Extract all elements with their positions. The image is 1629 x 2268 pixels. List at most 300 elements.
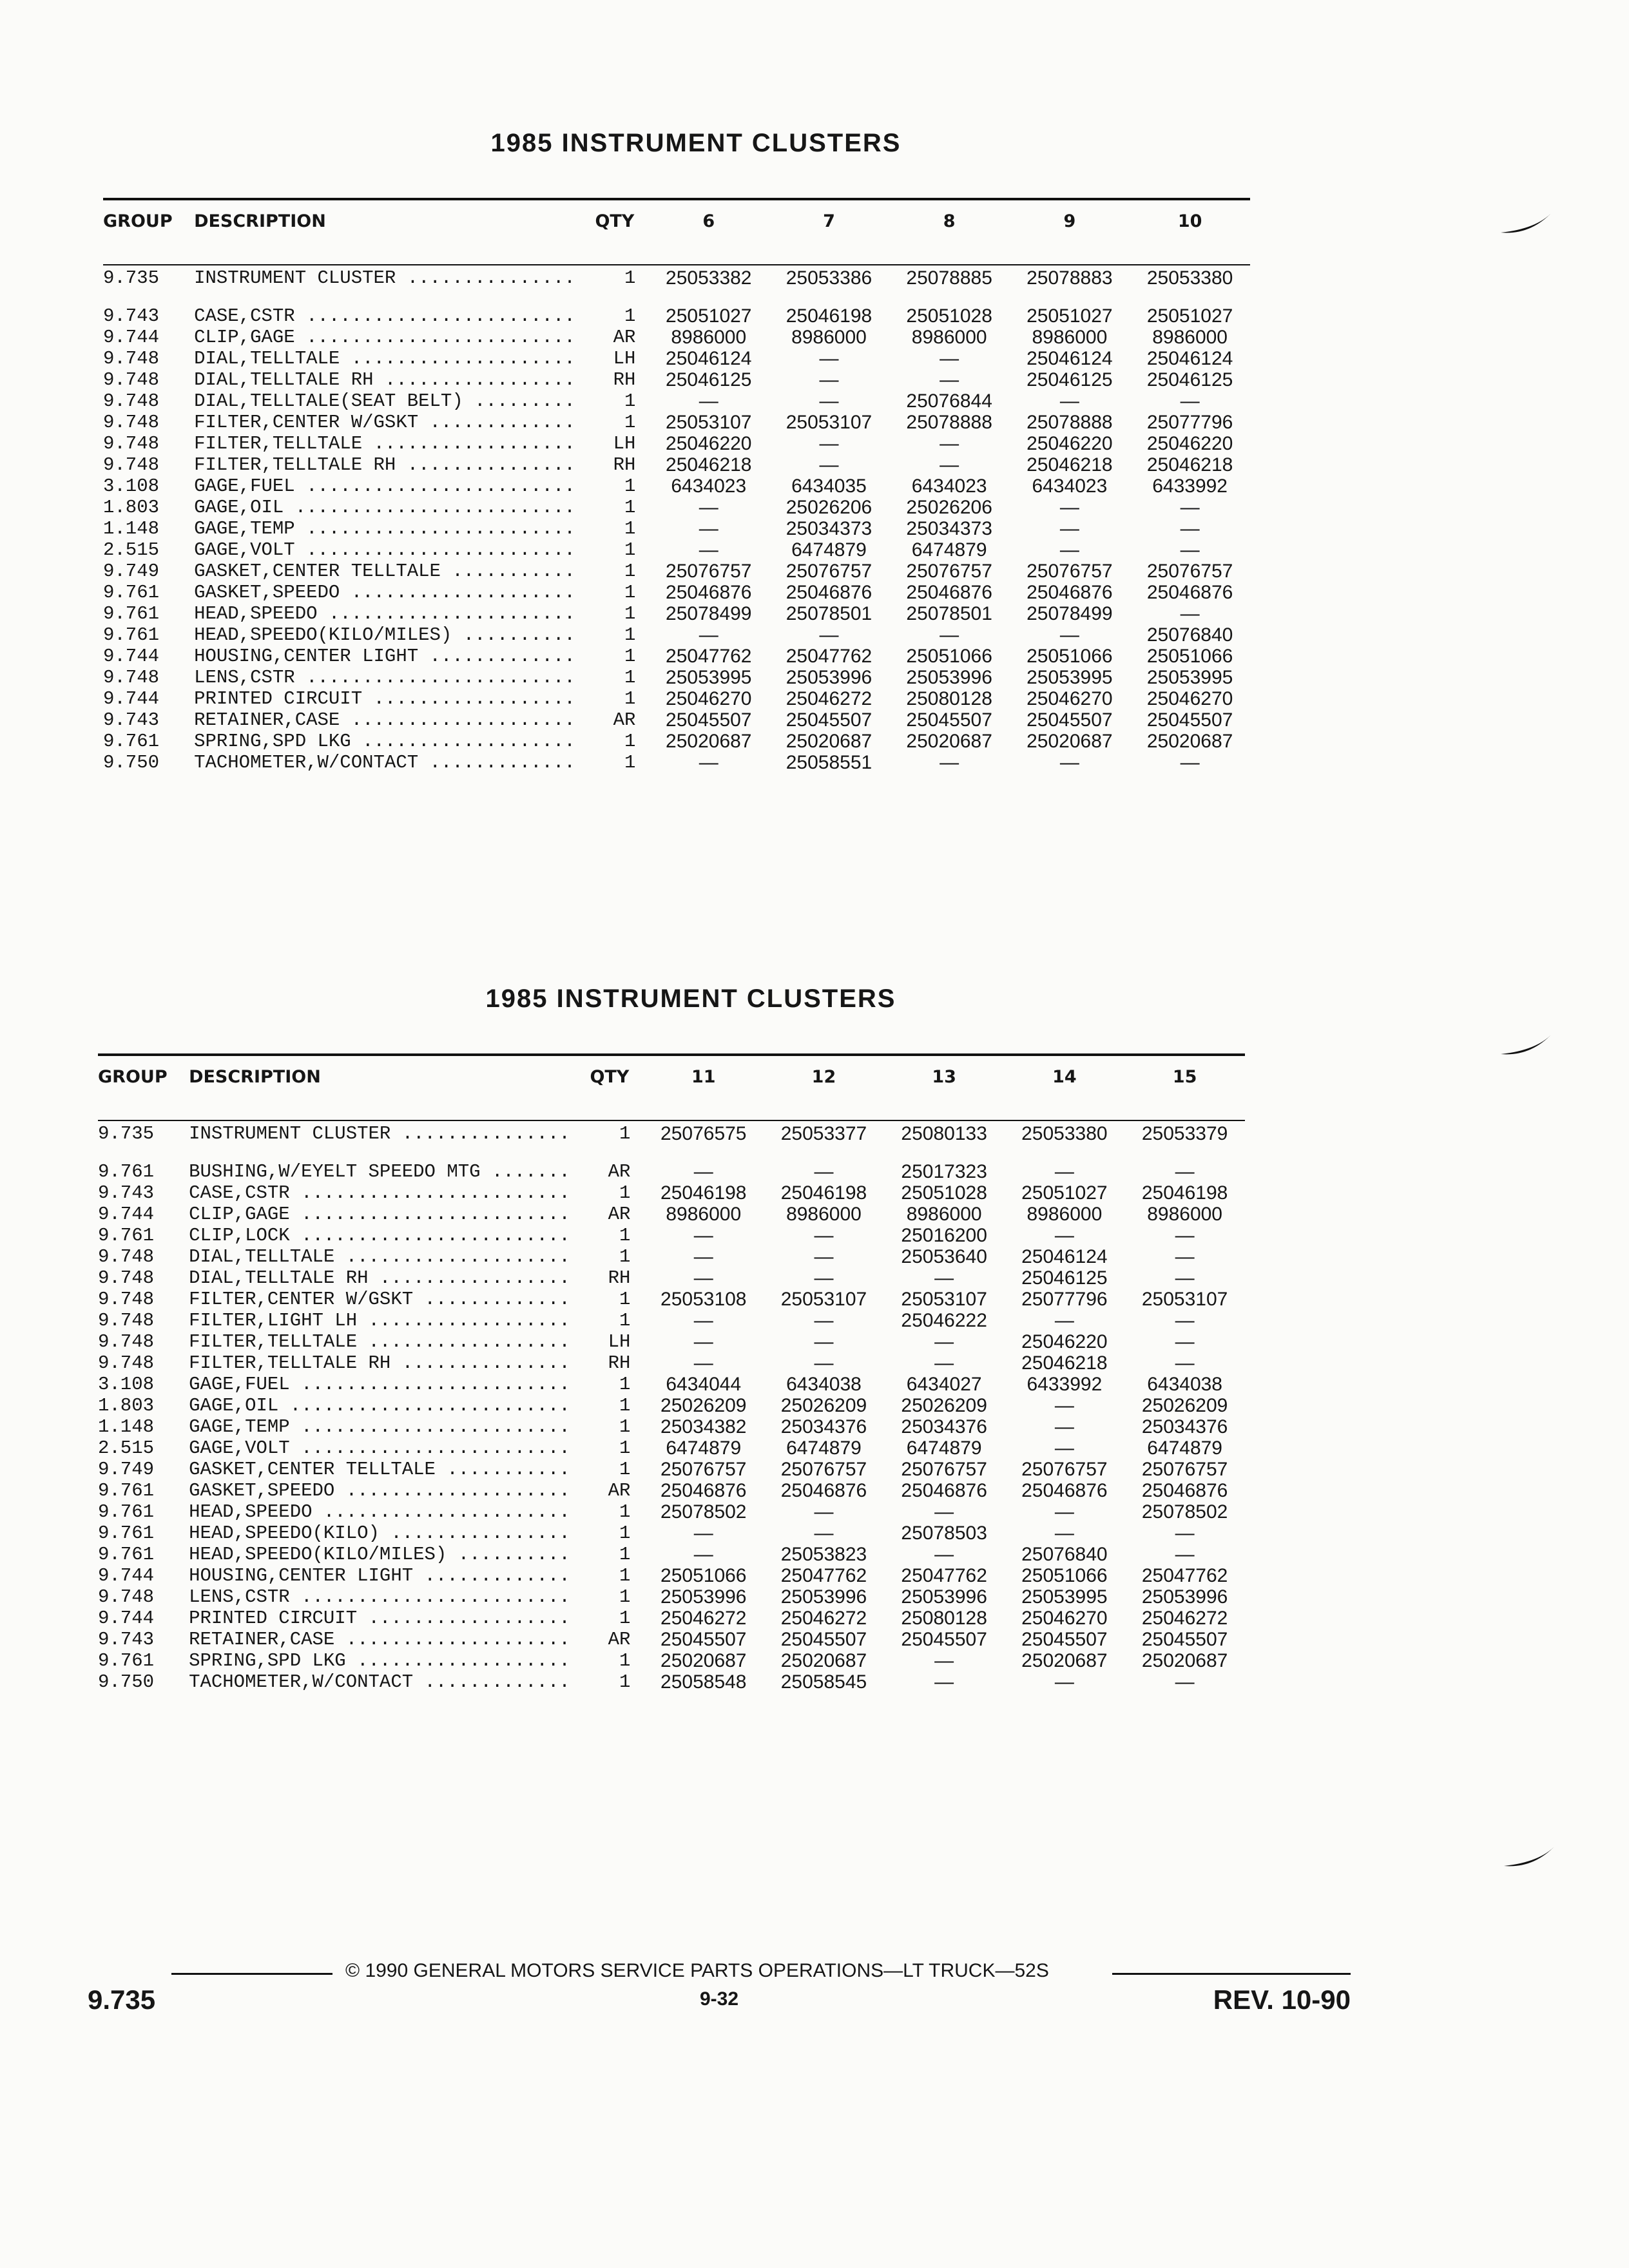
group-cell: 9.748 <box>103 390 160 412</box>
description-cell: HOUSING,CENTER LIGHT ............. <box>194 646 575 667</box>
qty-cell: 1 <box>619 1523 631 1544</box>
part-number-cell: — <box>1059 497 1079 518</box>
table-row <box>103 369 1250 390</box>
part-number-cell: 25017323 <box>901 1161 987 1182</box>
qty-cell: AR <box>613 709 636 731</box>
part-number-cell: — <box>1059 752 1079 773</box>
part-number-cell: 25053380 <box>1021 1123 1108 1144</box>
qty-cell: 1 <box>619 1565 631 1586</box>
table-row <box>103 646 1250 667</box>
qty-cell: 1 <box>624 305 636 327</box>
description-cell: CLIP,GAGE ........................ <box>189 1204 570 1225</box>
group-cell: 3.108 <box>103 476 160 497</box>
group-cell: 9.750 <box>98 1671 155 1693</box>
parts-table-section-2 <box>98 985 1245 1693</box>
qty-cell: 1 <box>619 1310 631 1331</box>
part-number-cell: 25076844 <box>906 390 992 412</box>
table-row <box>103 497 1250 518</box>
part-number-cell: 6474879 <box>1147 1437 1222 1459</box>
part-number-cell: 25046124 <box>1146 348 1233 369</box>
part-number-cell: 25053382 <box>666 267 752 289</box>
qty-cell: 1 <box>619 1123 631 1144</box>
qty-cell: 1 <box>619 1459 631 1480</box>
part-number-cell: 6474879 <box>791 539 867 561</box>
part-number-cell: — <box>1059 518 1079 539</box>
group-cell: 9.735 <box>103 267 160 289</box>
description-cell: DIAL,TELLTALE .................... <box>194 348 575 369</box>
qty-cell: 1 <box>624 539 636 561</box>
description-cell: HEAD,SPEEDO ...................... <box>194 603 575 624</box>
part-number-cell: — <box>940 624 959 646</box>
part-number-cell: 25078501 <box>786 603 872 624</box>
part-number-cell: — <box>1054 1416 1074 1437</box>
group-cell: 9.735 <box>98 1123 155 1144</box>
table-row <box>98 1544 1245 1565</box>
part-number-cell: 25051066 <box>1027 646 1113 667</box>
description-cell: RETAINER,CASE .................... <box>189 1629 570 1650</box>
part-number-cell: 25046124 <box>1021 1246 1108 1267</box>
column-header: 13 <box>932 1066 956 1087</box>
part-number-cell: 25046198 <box>780 1182 867 1204</box>
part-number-cell: 25046876 <box>1146 582 1233 603</box>
description-cell: PRINTED CIRCUIT .................. <box>189 1608 570 1629</box>
description-cell: TACHOMETER,W/CONTACT ............. <box>189 1671 570 1693</box>
qty-cell: 1 <box>624 582 636 603</box>
description-cell: PRINTED CIRCUIT .................. <box>194 688 575 709</box>
part-number-cell: — <box>934 1544 954 1565</box>
part-number-cell: — <box>814 1331 834 1352</box>
part-number-cell: 25046272 <box>1141 1608 1228 1629</box>
header-row <box>98 1056 1245 1095</box>
description-cell: GAGE,OIL ......................... <box>189 1395 570 1416</box>
qty-cell: 1 <box>619 1374 631 1395</box>
description-cell: SPRING,SPD LKG ................... <box>194 731 575 752</box>
part-number-cell: 25051066 <box>1146 646 1233 667</box>
part-number-cell: 25034373 <box>786 518 872 539</box>
description-cell: FILTER,CENTER W/GSKT ............. <box>194 412 575 433</box>
group-cell: 9.761 <box>103 582 160 603</box>
table-row <box>98 1586 1245 1608</box>
part-number-cell: 25016200 <box>901 1225 987 1246</box>
part-number-cell: 25046198 <box>1141 1182 1228 1204</box>
part-number-cell: — <box>693 1523 713 1544</box>
part-number-cell: — <box>1054 1523 1074 1544</box>
group-cell: 9.744 <box>98 1204 155 1225</box>
part-number-cell: 25026206 <box>906 497 992 518</box>
description-cell: DIAL,TELLTALE .................... <box>189 1246 570 1267</box>
qty-cell: 1 <box>624 518 636 539</box>
qty-cell: LH <box>608 1331 631 1352</box>
part-number-cell: 25053996 <box>786 667 872 688</box>
table-row <box>98 1204 1245 1225</box>
group-cell: 9.761 <box>98 1225 155 1246</box>
part-number-cell: 6434038 <box>1147 1374 1222 1395</box>
part-number-cell: 25047762 <box>1141 1565 1228 1586</box>
part-number-cell: 25076757 <box>901 1459 987 1480</box>
group-cell: 9.761 <box>98 1650 155 1671</box>
part-number-cell: 25078503 <box>901 1523 987 1544</box>
part-number-cell: 25045507 <box>786 709 872 731</box>
description-cell: LENS,CSTR ........................ <box>194 667 575 688</box>
revision-label: REV. 10-90 <box>1213 1984 1351 2015</box>
part-number-cell: — <box>1180 752 1200 773</box>
table-row <box>98 1480 1245 1501</box>
part-number-cell: 25053108 <box>660 1289 747 1310</box>
part-number-cell: 25026209 <box>780 1395 867 1416</box>
table-row <box>103 412 1250 433</box>
part-number-cell: 8986000 <box>1032 327 1108 348</box>
qty-cell: 1 <box>624 476 636 497</box>
part-number-cell: — <box>814 1523 834 1544</box>
part-number-cell: 6434023 <box>671 476 747 497</box>
group-cell: 9.761 <box>98 1480 155 1501</box>
part-number-cell: 25034376 <box>1141 1416 1228 1437</box>
group-cell: 9.744 <box>103 688 160 709</box>
part-number-cell: 25078888 <box>1027 412 1113 433</box>
column-header: 9 <box>1063 211 1076 231</box>
part-number-cell: 25046876 <box>660 1480 747 1501</box>
table-row <box>103 709 1250 731</box>
group-cell: 9.748 <box>103 412 160 433</box>
group-cell: 9.743 <box>103 709 160 731</box>
part-number-cell: 25020687 <box>780 1650 867 1671</box>
part-number-cell: 25026209 <box>1141 1395 1228 1416</box>
part-number-cell: 25078502 <box>1141 1501 1228 1523</box>
part-number-cell: 25080128 <box>901 1608 987 1629</box>
part-number-cell: 25020687 <box>660 1650 747 1671</box>
part-number-cell: 25046220 <box>1027 433 1113 454</box>
part-number-cell: 25046272 <box>786 688 872 709</box>
group-cell: 9.743 <box>103 305 160 327</box>
group-cell: 9.743 <box>98 1182 155 1204</box>
part-number-cell: — <box>693 1310 713 1331</box>
part-number-cell: — <box>819 369 839 390</box>
part-number-cell: — <box>1059 539 1079 561</box>
part-number-cell: 25046270 <box>1021 1608 1108 1629</box>
qty-cell: 1 <box>624 667 636 688</box>
group-cell: 9.749 <box>98 1459 155 1480</box>
part-number-cell: 25051066 <box>906 646 992 667</box>
part-number-cell: 25076757 <box>786 561 872 582</box>
part-number-cell: 6474879 <box>906 1437 982 1459</box>
part-number-cell: 25034376 <box>901 1416 987 1437</box>
part-number-cell: 25051027 <box>1027 305 1113 327</box>
table-row <box>103 603 1250 624</box>
part-number-cell: 25053995 <box>666 667 752 688</box>
group-cell: 9.744 <box>98 1608 155 1629</box>
part-number-cell: — <box>814 1246 834 1267</box>
part-number-cell: 25053995 <box>1027 667 1113 688</box>
part-number-cell: 25053107 <box>786 412 872 433</box>
table-row <box>98 1671 1245 1693</box>
qty-cell: 1 <box>624 267 636 289</box>
part-number-cell: 25026209 <box>660 1395 747 1416</box>
qty-cell: 1 <box>619 1246 631 1267</box>
description-cell: INSTRUMENT CLUSTER ............... <box>194 267 575 289</box>
part-number-cell: 25076840 <box>1146 624 1233 646</box>
table-row <box>98 1225 1245 1246</box>
description-cell: FILTER,TELLTALE RH ............... <box>194 454 575 476</box>
table-row <box>98 1161 1245 1182</box>
part-number-cell: 25076757 <box>1021 1459 1108 1480</box>
qty-cell: 1 <box>619 1671 631 1693</box>
part-number-cell: 25051027 <box>666 305 752 327</box>
header-row <box>103 200 1250 239</box>
part-number-cell: 6434027 <box>906 1374 982 1395</box>
part-number-cell: — <box>1180 539 1200 561</box>
table-row <box>103 688 1250 709</box>
qty-cell: 1 <box>624 752 636 773</box>
part-number-cell: — <box>940 369 959 390</box>
part-number-cell: 8986000 <box>1147 1204 1222 1225</box>
part-number-cell: 25053996 <box>1141 1586 1228 1608</box>
part-number-cell: 25046125 <box>666 369 752 390</box>
part-number-cell: — <box>1175 1671 1195 1693</box>
description-cell: DIAL,TELLTALE RH ................. <box>189 1267 570 1289</box>
description-cell: INSTRUMENT CLUSTER ............... <box>189 1123 570 1144</box>
table-row <box>103 731 1250 752</box>
qty-cell: 1 <box>624 688 636 709</box>
part-number-cell: — <box>1175 1352 1195 1374</box>
part-number-cell: 25058548 <box>660 1671 747 1693</box>
part-number-cell: 6434035 <box>791 476 867 497</box>
part-number-cell: 25051027 <box>1146 305 1233 327</box>
group-cell: 9.744 <box>103 327 160 348</box>
part-number-cell: 6434044 <box>666 1374 742 1395</box>
description-cell: GAGE,TEMP ........................ <box>189 1416 570 1437</box>
part-number-cell: 25053996 <box>660 1586 747 1608</box>
qty-cell: 1 <box>624 731 636 752</box>
qty-cell: 1 <box>624 646 636 667</box>
qty-cell: RH <box>608 1352 631 1374</box>
part-number-cell: 25080128 <box>906 688 992 709</box>
group-cell: 9.748 <box>98 1289 155 1310</box>
qty-cell: AR <box>608 1204 631 1225</box>
part-number-cell: — <box>1054 1225 1074 1246</box>
table-row <box>98 1650 1245 1671</box>
part-number-cell: 25046218 <box>1146 454 1233 476</box>
table-row <box>98 1289 1245 1310</box>
part-number-cell: 25053823 <box>780 1544 867 1565</box>
description-cell: DIAL,TELLTALE RH ................. <box>194 369 575 390</box>
part-number-cell: 25046222 <box>901 1310 987 1331</box>
qty-cell: RH <box>608 1267 631 1289</box>
group-cell: 9.744 <box>98 1565 155 1586</box>
part-number-cell: — <box>819 454 839 476</box>
part-number-cell: 25053107 <box>666 412 752 433</box>
group-cell: 9.748 <box>98 1352 155 1374</box>
part-number-cell: 25076757 <box>666 561 752 582</box>
part-number-cell: 25046272 <box>780 1608 867 1629</box>
parts-table-section-1 <box>103 129 1250 773</box>
group-cell: 9.743 <box>98 1629 155 1650</box>
part-number-cell: 8986000 <box>1152 327 1228 348</box>
description-cell: CLIP,GAGE ........................ <box>194 327 575 348</box>
description-header: DESCRIPTION <box>194 211 326 231</box>
part-number-cell: — <box>1175 1523 1195 1544</box>
description-cell: HOUSING,CENTER LIGHT ............. <box>189 1565 570 1586</box>
part-number-cell: — <box>934 1331 954 1352</box>
part-number-cell: 25046125 <box>1027 369 1113 390</box>
table-row <box>103 539 1250 561</box>
group-cell: 2.515 <box>103 539 160 561</box>
description-header: DESCRIPTION <box>189 1066 321 1087</box>
part-number-cell: 25046876 <box>1141 1480 1228 1501</box>
part-number-cell: 25046876 <box>780 1480 867 1501</box>
part-number-cell: — <box>814 1501 834 1523</box>
part-number-cell: — <box>819 624 839 646</box>
part-number-cell: 25080133 <box>901 1123 987 1144</box>
table-row <box>98 1608 1245 1629</box>
part-number-cell: 25046876 <box>906 582 992 603</box>
part-number-cell: 25020687 <box>1027 731 1113 752</box>
description-cell: GAGE,TEMP ........................ <box>194 518 575 539</box>
part-number-cell: — <box>1054 1501 1074 1523</box>
part-number-cell: 25046876 <box>901 1480 987 1501</box>
parts-table-body <box>103 239 1250 773</box>
part-number-cell: — <box>1175 1161 1195 1182</box>
part-number-cell: 25020687 <box>1146 731 1233 752</box>
part-number-cell: 25046876 <box>1021 1480 1108 1501</box>
description-cell: RETAINER,CASE .................... <box>194 709 575 731</box>
part-number-cell: 25078883 <box>1027 267 1113 289</box>
qty-cell: 1 <box>619 1395 631 1416</box>
qty-cell: RH <box>613 454 636 476</box>
group-cell: 9.761 <box>98 1161 155 1182</box>
section-title: 1985 INSTRUMENT CLUSTERS <box>490 129 901 157</box>
part-number-cell: 6434023 <box>1032 476 1108 497</box>
part-number-cell: 6474879 <box>911 539 987 561</box>
column-header: 8 <box>943 211 956 231</box>
part-number-cell: — <box>1175 1246 1195 1267</box>
part-number-cell: — <box>940 348 959 369</box>
part-number-cell: 25051028 <box>901 1182 987 1204</box>
group-cell: 9.748 <box>98 1310 155 1331</box>
parts-table-body <box>98 1095 1245 1693</box>
part-number-cell: — <box>1175 1544 1195 1565</box>
part-number-cell: 25076575 <box>660 1123 747 1144</box>
column-header: 15 <box>1172 1066 1197 1087</box>
part-number-cell: — <box>814 1310 834 1331</box>
part-number-cell: 25078499 <box>1027 603 1113 624</box>
part-number-cell: — <box>1059 390 1079 412</box>
table-row <box>103 582 1250 603</box>
group-cell: 9.744 <box>103 646 160 667</box>
group-cell: 9.761 <box>98 1523 155 1544</box>
part-number-cell: — <box>699 624 718 646</box>
part-number-cell: — <box>934 1501 954 1523</box>
part-number-cell: 25047762 <box>786 646 872 667</box>
part-number-cell: — <box>819 433 839 454</box>
column-header: 7 <box>823 211 835 231</box>
part-number-cell: — <box>814 1161 834 1182</box>
description-cell: HEAD,SPEEDO(KILO) ................ <box>189 1523 570 1544</box>
part-number-cell: — <box>1175 1331 1195 1352</box>
page-number: 9-32 <box>700 1988 739 2010</box>
part-number-cell: 6434038 <box>786 1374 862 1395</box>
part-number-cell: 25046125 <box>1146 369 1233 390</box>
part-number-cell: 25053995 <box>1146 667 1233 688</box>
qty-cell: 1 <box>624 497 636 518</box>
page-footer <box>88 1960 1351 2018</box>
table-row <box>98 1267 1245 1289</box>
part-number-cell: 25046876 <box>666 582 752 603</box>
qty-header: QTY <box>595 211 635 231</box>
part-number-cell: 25076757 <box>660 1459 747 1480</box>
part-number-cell: — <box>699 390 718 412</box>
part-number-cell: 25053107 <box>780 1289 867 1310</box>
part-number-cell: 6433992 <box>1152 476 1228 497</box>
group-number: 9.735 <box>88 1984 156 2015</box>
qty-cell: 1 <box>619 1501 631 1523</box>
part-number-cell: — <box>934 1352 954 1374</box>
qty-cell: 1 <box>619 1182 631 1204</box>
group-cell: 9.761 <box>103 624 160 646</box>
part-number-cell: 8986000 <box>1027 1204 1103 1225</box>
table-row <box>98 1395 1245 1416</box>
part-number-cell: — <box>699 518 718 539</box>
part-number-cell: 25047762 <box>666 646 752 667</box>
part-number-cell: — <box>1175 1225 1195 1246</box>
part-number-cell: — <box>1180 497 1200 518</box>
part-number-cell: 25045507 <box>1141 1629 1228 1650</box>
description-cell: SPRING,SPD LKG ................... <box>189 1650 570 1671</box>
qty-cell: AR <box>613 327 636 348</box>
group-cell: 9.761 <box>98 1501 155 1523</box>
table-row <box>98 1416 1245 1437</box>
part-number-cell: 25051066 <box>660 1565 747 1586</box>
qty-cell: 1 <box>619 1544 631 1565</box>
section-title: 1985 INSTRUMENT CLUSTERS <box>485 985 896 1013</box>
qty-cell: AR <box>608 1629 631 1650</box>
part-number-cell: — <box>814 1225 834 1246</box>
table-row <box>98 1437 1245 1459</box>
part-number-cell: — <box>1180 518 1200 539</box>
qty-cell: AR <box>608 1480 631 1501</box>
column-header: 11 <box>691 1066 716 1087</box>
part-number-cell: 25046218 <box>666 454 752 476</box>
part-number-cell: 8986000 <box>671 327 747 348</box>
group-cell: 2.515 <box>98 1437 155 1459</box>
table-row <box>98 1182 1245 1204</box>
table-row <box>103 476 1250 497</box>
description-cell: GASKET,SPEEDO .................... <box>189 1480 570 1501</box>
table-row <box>98 1501 1245 1523</box>
description-cell: GAGE,VOLT ........................ <box>194 539 575 561</box>
part-number-cell: 25020687 <box>786 731 872 752</box>
part-number-cell: 25026209 <box>901 1395 987 1416</box>
qty-cell: 1 <box>619 1225 631 1246</box>
qty-cell: 1 <box>624 390 636 412</box>
part-number-cell: 25053380 <box>1146 267 1233 289</box>
table-row <box>98 1310 1245 1331</box>
part-number-cell: 25078888 <box>906 412 992 433</box>
part-number-cell: 25076840 <box>1021 1544 1108 1565</box>
part-number-cell: 25076757 <box>1146 561 1233 582</box>
part-number-cell: 8986000 <box>666 1204 742 1225</box>
part-number-cell: — <box>934 1671 954 1693</box>
table-row <box>98 1095 1245 1161</box>
group-cell: 9.748 <box>98 1586 155 1608</box>
group-header: GROUP <box>103 211 173 231</box>
part-number-cell: 25053640 <box>901 1246 987 1267</box>
table-row <box>98 1246 1245 1267</box>
column-header: 12 <box>811 1066 836 1087</box>
part-number-cell: — <box>819 348 839 369</box>
qty-cell: 1 <box>619 1586 631 1608</box>
part-number-cell: — <box>814 1352 834 1374</box>
part-number-cell: 25020687 <box>906 731 992 752</box>
